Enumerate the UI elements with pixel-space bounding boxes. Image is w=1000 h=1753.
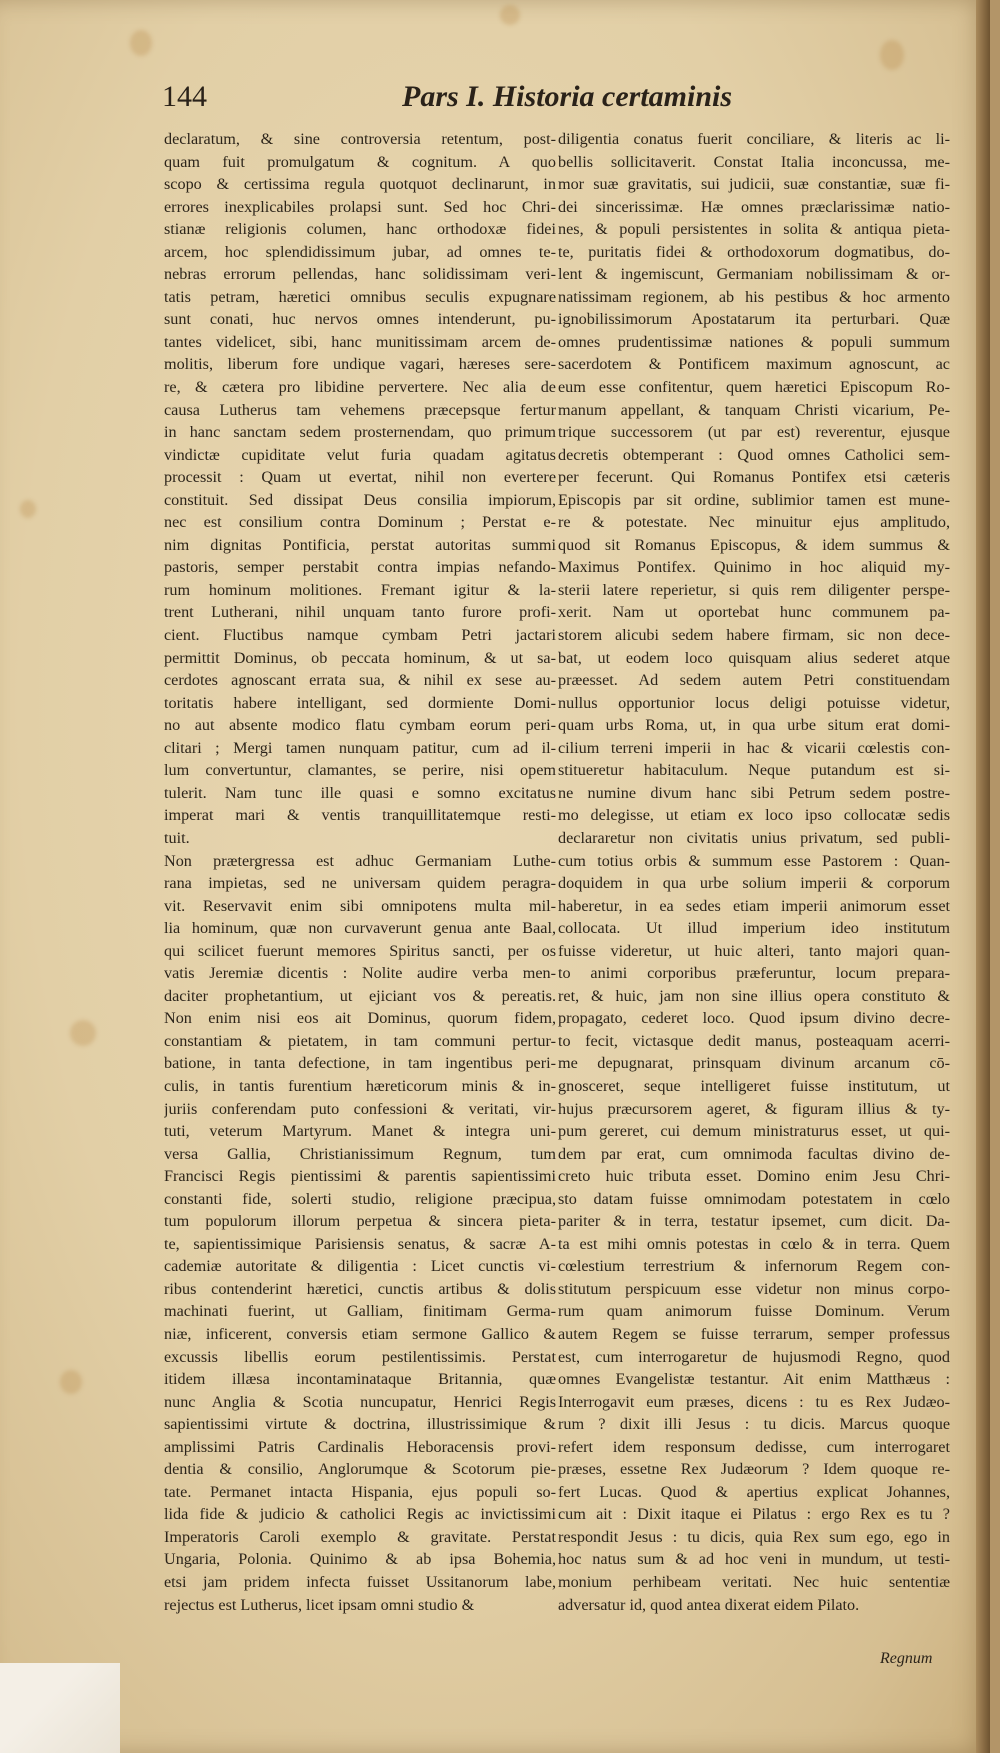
text-line: respondit Jesus : tu dicis, quia Rex sum ego, ego in (558, 1527, 950, 1546)
text-line: sacerdotem & Pontificem maximum agnoscunt, ac (558, 355, 950, 374)
text-line: hujus præcursorem ageret, & figuram illius & ty- (558, 1099, 950, 1118)
text-line: eum esse confitentur, quem hæretici Episcopum Ro- (558, 378, 950, 397)
paper-stain (130, 30, 152, 56)
text-line: haberetur, in ea sedes etiam imperii animorum esset (558, 896, 950, 915)
text-line: Maximus Pontifex. Quinimo in hoc aliquid my- (558, 558, 950, 577)
text-line: nim dignitas Pontificia, perstat autoritas summi (164, 535, 556, 554)
text-line: to animi corporibus præferuntur, locum prepara- (558, 964, 950, 983)
text-line: tantes videlicet, sibi, hanc munitissimam arcem de- (164, 332, 556, 351)
text-line: nebras errorum pellendas, hanc solidissimam veri- (164, 265, 556, 284)
text-line: omnes Evangelistæ testantur. Ait enim Matthæus : (558, 1370, 950, 1389)
text-line: declaratum, & sine controversia retentum, post- (164, 130, 556, 148)
text-line: stianæ religionis columen, hanc orthodoxæ fidei (164, 220, 556, 239)
text-line: vatis Jeremiæ dicentis : Nolite audire verba men- (164, 964, 556, 983)
text-line: doquidem in qua urbe solium imperii & corporum (558, 874, 950, 893)
text-line: molitis, liberum fore undique vagari, hæreses sere- (164, 355, 556, 374)
text-line: cademiæ autoritate & diligentia : Licet cunctis vi- (164, 1257, 556, 1276)
text-line: mo delegisse, ut etiam ex loco ipso collocatæ sedis (558, 806, 950, 825)
text-line: stitueretur habitaculum. Neque putandum est si- (558, 761, 950, 780)
text-line: præesset. Ad sedem autem Petri constituendam (558, 671, 950, 690)
page-header (162, 80, 952, 120)
text-line: pariter & in terra, testatur ipsemet, cum dicit. Da- (558, 1212, 950, 1231)
text-line: permittit Dominus, ob peccata hominum, & ut sa- (164, 648, 556, 667)
text-line: Francisci Regis pientissimi & parentis sapientissimi (164, 1167, 556, 1186)
paper-stain (500, 5, 520, 25)
text-line: dentia & consilio, Anglorumque & Scotorum pie- (164, 1460, 556, 1479)
text-line: xerit. Nam ut oportebat hunc communem pa- (558, 603, 950, 622)
text-line: dei sincerissimæ. Hæ omnes præclarissimæ natio- (558, 197, 950, 216)
text-line: daciter prophetantium, ut ejiciant vos & pereatis. (164, 986, 556, 1005)
text-line: versa Gallia, Christianissimum Regnum, tum (164, 1144, 556, 1163)
text-line: præses, essetne Rex Judæorum ? Idem quoque re- (558, 1460, 950, 1479)
text-line: tatis petram, hæretici omnibus seculis expugnare (164, 287, 556, 306)
text-line: culis, in tantis furentium hæreticorum minis & in- (164, 1076, 556, 1095)
text-line: amplissimi Patris Cardinalis Heboracensis provi- (164, 1437, 556, 1456)
text-line: hoc natus sum & ad hoc veni in mundum, ut testi- (558, 1550, 950, 1569)
text-line: constanti fide, solerti studio, religione præcipua, (164, 1189, 556, 1208)
text-line: omnes prudentissimæ nationes & populi summum (558, 332, 950, 351)
text-line: te, sapientissimique Parisiensis senatus, & sacræ A- (164, 1234, 556, 1253)
text-line: nec est consilium contra Dominum ; Perstat e- (164, 513, 556, 532)
text-line: tum populorum illorum perpetua & sincera pieta- (164, 1212, 556, 1231)
text-line: trique successorem (ut par est) reverentur, ejusque (558, 423, 950, 442)
text-line: ret, & huic, jam non sine illius opera constituto & (558, 986, 950, 1005)
text-line: gnosceret, seque intelligeret fuisse institutum, ut (558, 1076, 950, 1095)
text-line: decretis obtemperant : Quod omnes Catholici sem- (558, 445, 950, 464)
text-line: excussis libellis eorum pestilentissimis. Perstat (164, 1347, 556, 1366)
text-line: pum gereret, cui demum ministraturus esset, ut qui- (558, 1122, 950, 1141)
text-line: lum convertuntur, clamantes, se perire, nisi opem (164, 761, 556, 780)
text-line: rana impietas, sed ne universam quidem peragra- (164, 874, 556, 893)
text-line: nes, & populi persistentes in solita & antiqua pieta- (558, 220, 950, 239)
text-line: tuti, veterum Martyrum. Manet & integra uni- (164, 1122, 556, 1141)
text-line: quod sit Romanus Episcopus, & idem summus & (558, 535, 950, 554)
text-line: refert idem responsum dedisse, cum interrogaret (558, 1437, 950, 1456)
text-line: re & potestate. Nec minuitur ejus amplitudo, (558, 513, 950, 532)
text-line: diligentia conatus fuerit conciliare, & literis ac li- (558, 130, 950, 148)
text-column-left (164, 128, 556, 1616)
text-line: sto datam fuisse omnimodam potestatem in cœlo (558, 1189, 950, 1208)
text-line: nullus opportunior locus deligi potuisse videtur, (558, 693, 950, 712)
text-line: mor suæ gravitatis, sui judicii, suæ constantiæ, suæ fi- (558, 175, 950, 194)
text-line: to fecit, victasque dedit manus, posteaquam acerri- (558, 1031, 950, 1050)
text-line: fuisse videretur, ut huic alteri, tanto majori quan- (558, 941, 950, 960)
text-line: lida fide & judicio & catholici Regis ac invictissimi (164, 1505, 556, 1524)
text-line: natissimam regionem, ab his pestibus & hoc armento (558, 287, 950, 306)
text-line: lent & ingemiscunt, Germaniam nobilissimam & or- (558, 265, 950, 284)
text-line: bat, ut eodem loco quisquam alius sederet atque (558, 648, 950, 667)
page-number: 144 (162, 80, 207, 113)
text-line: sapientissimi virtute & doctrina, illustrissimique & (164, 1415, 556, 1434)
text-line: vindictæ cupiditate velut furia quadam agitatus (164, 445, 556, 464)
text-line: pastoris, semper perstabit contra impias nefando- (164, 558, 556, 577)
text-line: processit : Quam ut evertat, nihil non evertere (164, 468, 556, 487)
text-line: dem par erat, cum omnimoda facultas divino de- (558, 1144, 950, 1163)
paper-stain (20, 500, 36, 518)
text-line: collocata. Ut illud imperium ideo institutum (558, 919, 950, 938)
text-line: qui scilicet fuerunt memores Spiritus sancti, per os (164, 941, 556, 960)
text-line: nunc Anglia & Scotia nuncupatur, Henrici Regis (164, 1392, 556, 1411)
text-line: itidem illæsa incontaminataque Britannia, quæ (164, 1370, 556, 1389)
text-line: sunt conati, huc nervos omnes intenderunt, pu- (164, 310, 556, 329)
text-line: imperat mari & ventis tranquillitatemque resti- (164, 806, 556, 825)
text-line: constituit. Sed dissipat Deus consilia impiorum, (164, 490, 556, 509)
text-line: ne numine divum hanc sibi Petrum sedem postre- (558, 783, 950, 802)
text-line: arcem, hoc splendidissimum jubar, ad omnes te- (164, 242, 556, 261)
paper-stain (60, 1370, 82, 1394)
text-line: bellis sollicitaverit. Constat Italia inconcussa, me- (558, 152, 950, 171)
text-line: etsi jam pridem infecta fuisset Ussitanorum labe, (164, 1573, 556, 1591)
text-line: autem Regem se fuisse terrarum, semper professus (558, 1324, 950, 1343)
running-head: Pars I. Historia certaminis (402, 80, 733, 113)
text-line: propagato, cederet loco. Quod ipsum divino decre- (558, 1009, 950, 1028)
text-line: tate. Permanet intacta Hispania, ejus populi so- (164, 1482, 556, 1501)
text-line: in hanc sanctam sedem prosternendam, quo primum (164, 423, 556, 442)
catchword: Regnum (880, 1650, 933, 1667)
text-line: quam urbs Roma, ut, in qua urbe situm erat domi- (558, 716, 950, 735)
text-line: juriis conferendam puto confessioni & veritati, vir- (164, 1099, 556, 1118)
text-line: storem alicubi sedem habere firmam, sic non dece- (558, 626, 950, 645)
text-column-right (558, 128, 950, 1616)
text-line: causa Lutherus tam vehemens præcepsque fertur (164, 400, 556, 419)
text-line: rum hominum molitiones. Fremant igitur & la- (164, 580, 556, 599)
text-line: tuit. (164, 828, 190, 847)
text-line: cilium terreni imperii in hac & vicarii cœlestis con- (558, 738, 950, 757)
text-line: rum ? dixit illi Jesus : tu dicis. Marcus quoque (558, 1415, 950, 1434)
page-corner (0, 1663, 120, 1753)
text-line: scopo & certissima regula quotquot declinarunt, in (164, 175, 556, 194)
text-line: creto huic tributa esset. Domino enim Jesu Chri- (558, 1167, 950, 1186)
text-line: stitutum perspicuum esse videtur non minus corpo- (558, 1279, 950, 1298)
text-line: sterii latere reperietur, si quis rem diligenter perspe- (558, 580, 950, 599)
text-line: machinati fuerint, ut Galliam, finitimam Germa- (164, 1302, 556, 1321)
text-line: declararetur non civitatis unius privatum, sed publi- (558, 828, 950, 847)
text-line: ta est mihi omnis potestas in cœlo & in terra. Quem (558, 1234, 950, 1253)
text-line: manum appellant, & tanquam Christi vicarium, Pe- (558, 400, 950, 419)
text-line: vit. Reservavit enim sibi omnipotens multa mil- (164, 896, 556, 915)
text-line: Ungaria, Polonia. Quinimo & ab ipsa Bohemia, (164, 1550, 556, 1569)
text-line: cerdotes agnoscant errata sua, & nihil ex sese au- (164, 671, 556, 690)
text-line: ignobilissimorum Apostatarum ita perturbari. Quæ (558, 310, 950, 329)
page-edge-shadow (976, 0, 990, 1753)
text-line: rum quam animorum fuisse Dominum. Verum (558, 1302, 950, 1321)
text-line: fert Lucas. Quod & apertius explicat Johannes, (558, 1482, 950, 1501)
text-line: re, & cætera pro libidine pervertere. Nec alia de (164, 378, 556, 397)
text-line: niæ, inficerent, conversis etiam sermone Gallico & (164, 1324, 556, 1343)
text-line: quam fuit promulgatum & cognitum. A quo (164, 152, 556, 171)
text-line: errores inexplicabiles prolapsi sunt. Sed hoc Chri- (164, 197, 556, 216)
text-line: no aut absente modico flatu cymbam eorum peri- (164, 716, 556, 735)
text-line: cient. Fluctibus namque cymbam Petri jactari (164, 626, 556, 645)
text-line: ribus contenderint hæretici, cunctis artibus & dolis (164, 1279, 556, 1298)
text-line: est, cum interrogaretur de hujusmodi Regno, quod (558, 1347, 950, 1366)
text-line: Imperatoris Caroli exemplo & gravitate. Perstat (164, 1527, 556, 1546)
text-line: adversatur id, quod antea dixerat eidem Pilato. (558, 1595, 860, 1614)
text-line: lia hominum, quæ non curvaverunt genua ante Baal, (164, 919, 556, 938)
text-line: Non enim nisi eos ait Dominus, quorum fidem, (164, 1009, 556, 1028)
text-line: cum totius orbis & summum esse Pastorem : Quan- (558, 851, 950, 870)
text-line: rejectus est Lutherus, licet ipsam omni studio & (164, 1595, 475, 1614)
text-line: Non prætergressa est adhuc Germaniam Luthe- (164, 851, 556, 870)
paper-stain (880, 40, 904, 70)
text-line: cœlestium terrestrium & infernorum Regem con- (558, 1257, 950, 1276)
text-line: Episcopis par sit ordine, sublimior tamen est mune- (558, 490, 950, 509)
paper-stain (70, 1020, 96, 1046)
text-line: Interrogavit eum præses, dicens : tu es Rex Judæo- (558, 1392, 950, 1411)
text-line: monium perhibeam veritati. Nec huic sententiæ (558, 1573, 950, 1591)
text-line: me depugnarat, prinsquam divinum arcanum cō- (558, 1054, 950, 1073)
text-line: per fecerunt. Qui Romanus Pontifex etsi cæteris (558, 468, 950, 487)
text-line: trent Lutherani, nihil unquam tanto furore profi- (164, 603, 556, 622)
text-line: te, puritatis fidei & orthodoxorum dogmatibus, do- (558, 242, 950, 261)
text-line: clitari ; Mergi tamen nunquam patitur, cum ad il- (164, 738, 556, 757)
text-line: batione, in tanta defectione, in tam ingentibus peri- (164, 1054, 556, 1073)
text-line: toritatis habere intelligant, sed dormiente Domi- (164, 693, 556, 712)
text-line: constantiam & pietatem, in tam communi pertur- (164, 1031, 556, 1050)
text-line: tulerit. Nam tunc ille quasi e somno excitatus (164, 783, 556, 802)
text-line: cum ait : Dixit itaque ei Pilatus : ergo Rex es tu ? (558, 1505, 950, 1524)
